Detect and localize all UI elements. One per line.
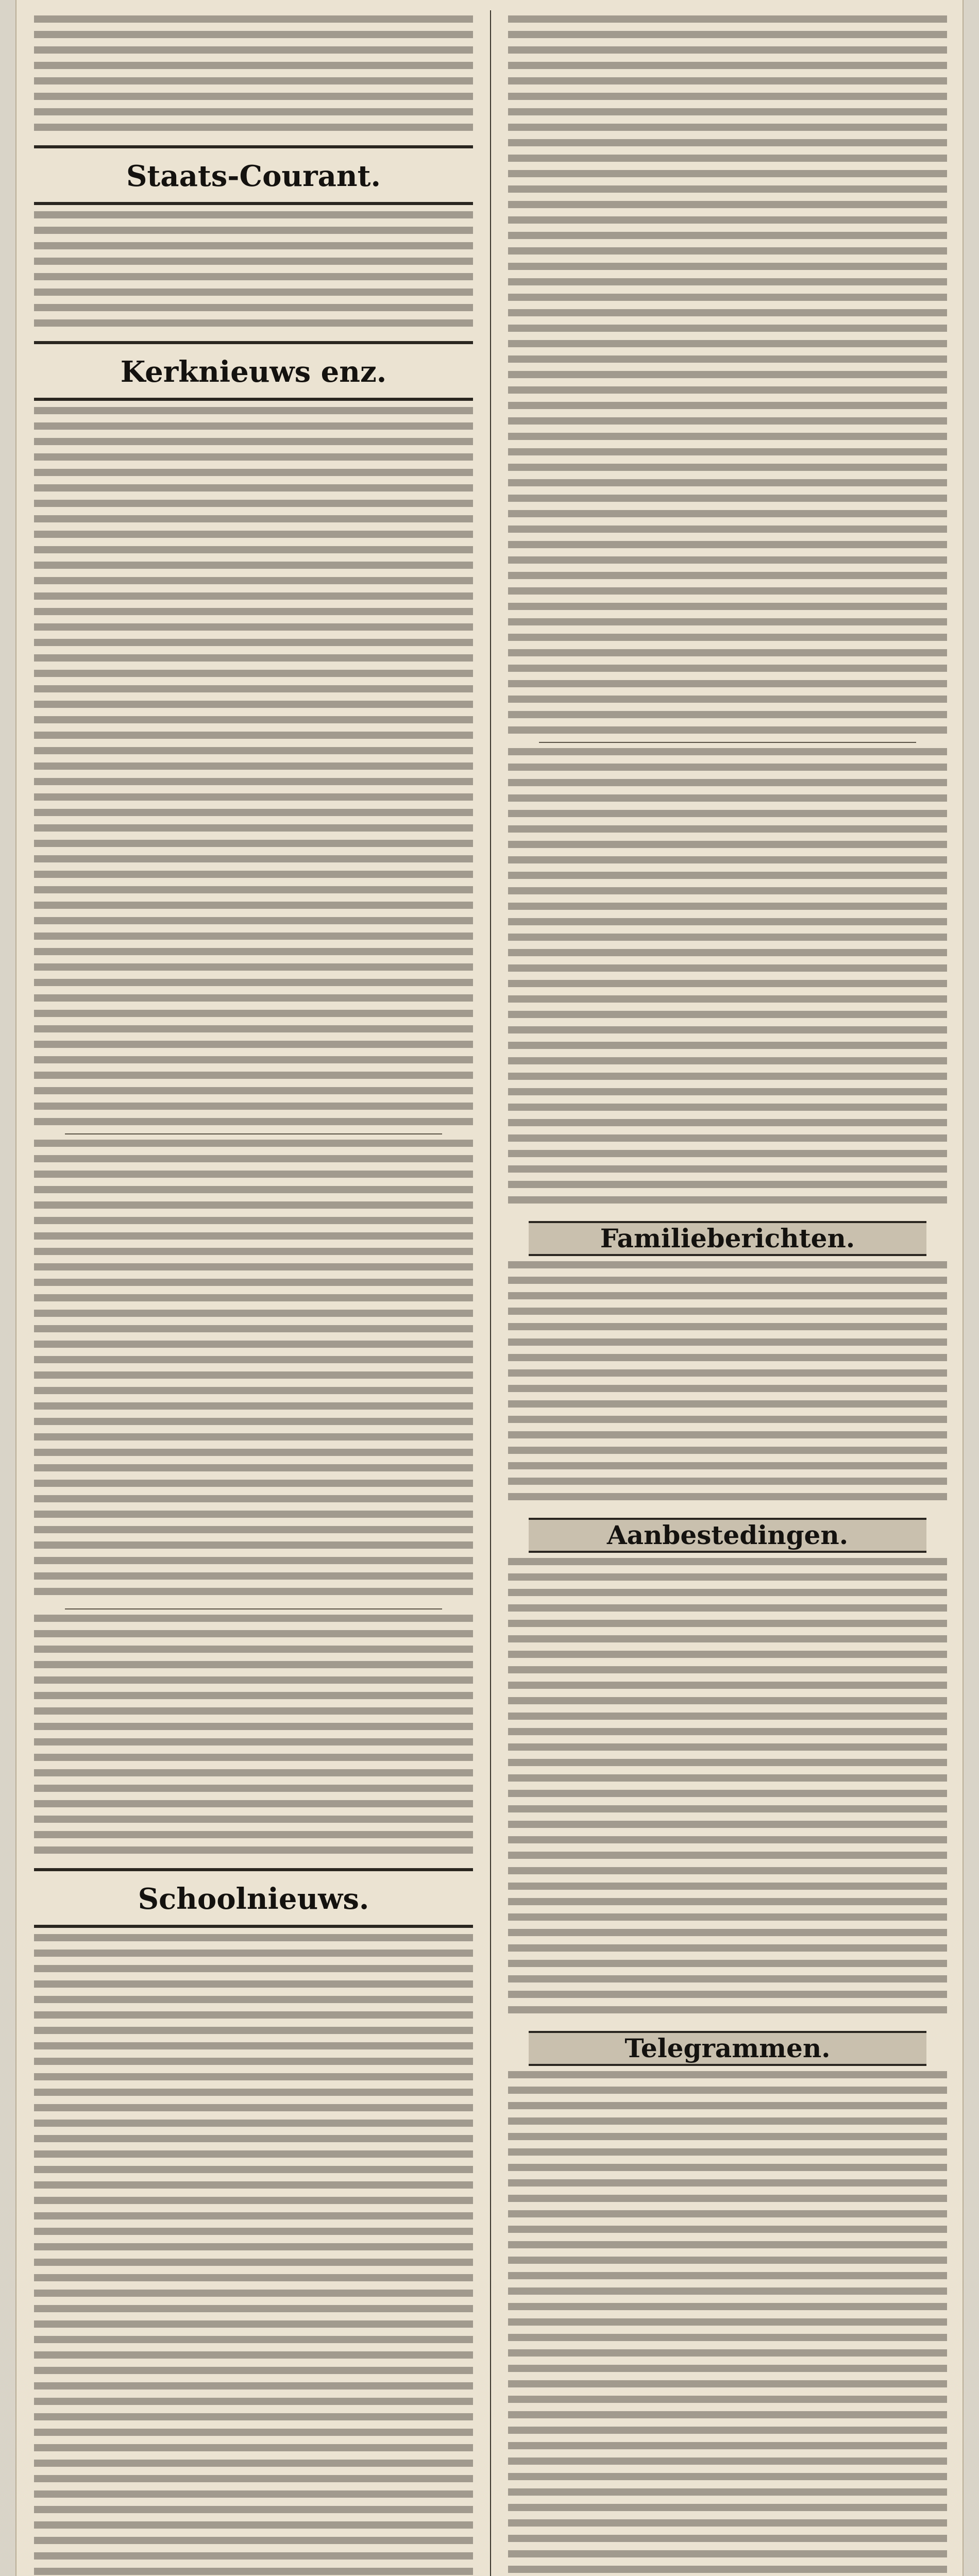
text-block bbox=[508, 2071, 947, 2576]
text-block bbox=[34, 211, 473, 335]
divider bbox=[34, 1925, 473, 1928]
right-column bbox=[496, 10, 959, 2576]
text-block bbox=[508, 1558, 947, 2022]
text-block bbox=[508, 15, 947, 737]
section-heading-telegrammen: Telegrammen. bbox=[529, 2031, 926, 2066]
section-heading-kerknieuws: Kerknieuws enz. bbox=[120, 355, 387, 389]
text-block bbox=[34, 1934, 473, 2576]
section-heading-aanbestedingen: Aanbestedingen. bbox=[529, 1518, 926, 1553]
text-block bbox=[34, 15, 473, 139]
divider bbox=[65, 1608, 442, 1609]
divider bbox=[34, 202, 473, 205]
left-column bbox=[22, 10, 485, 2576]
divider bbox=[539, 742, 916, 743]
divider bbox=[34, 145, 473, 148]
text-block bbox=[34, 407, 473, 1128]
divider bbox=[65, 1133, 442, 1134]
divider bbox=[34, 398, 473, 401]
divider bbox=[34, 341, 473, 344]
section-heading-staats-courant: Staats-Courant. bbox=[126, 159, 381, 193]
section-heading-schoolnieuws: Schoolnieuws. bbox=[138, 1882, 369, 1916]
text-block bbox=[508, 1261, 947, 1509]
text-block bbox=[34, 1140, 473, 1603]
text-block bbox=[508, 748, 947, 1212]
newspaper-clipping bbox=[15, 0, 964, 2576]
column-divider bbox=[490, 10, 491, 2576]
section-heading-familieberichten: Familieberichten. bbox=[529, 1221, 926, 1256]
divider bbox=[34, 1868, 473, 1871]
text-block bbox=[34, 1615, 473, 1862]
